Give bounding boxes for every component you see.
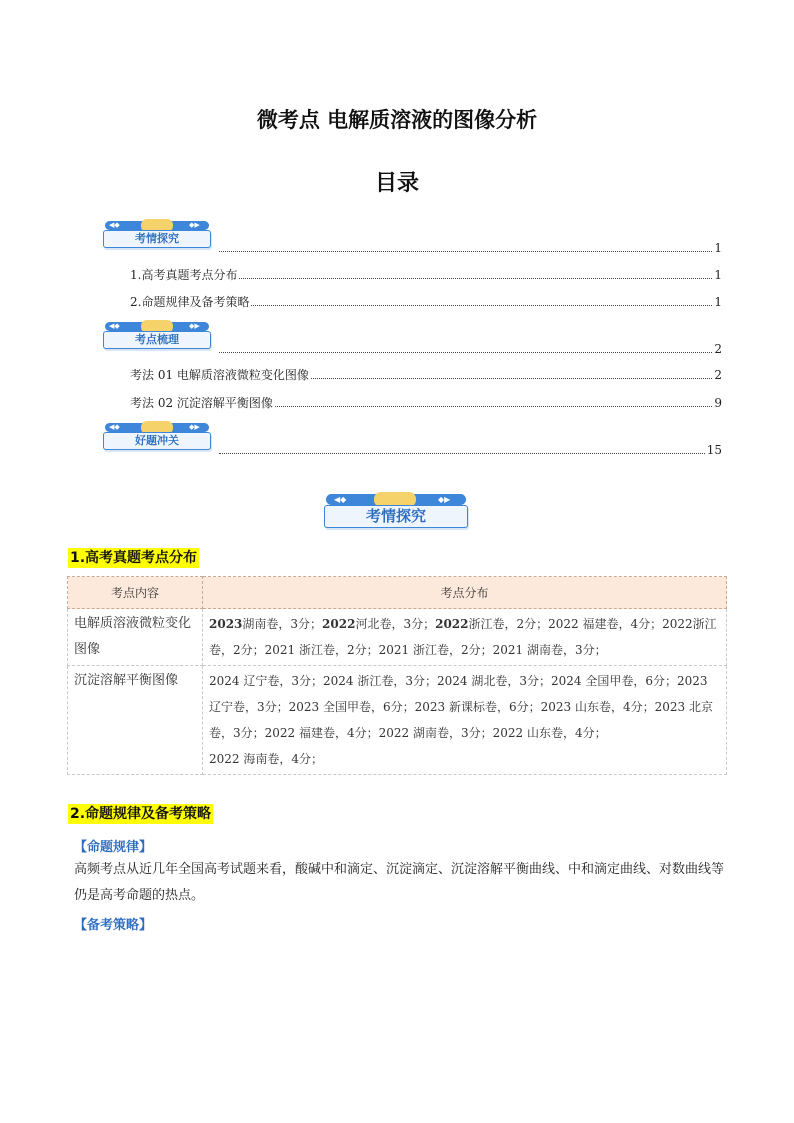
toc-item-label: 2.命题规律及备考策略 <box>130 295 250 309</box>
toc-badge-label: 考情探究 <box>103 230 211 248</box>
table-cell-topic: 电解质溶液微粒变化图像 <box>68 609 203 666</box>
table-cell-distribution: 2024 辽宁卷，3分；2024 浙江卷，3分；2024 湖北卷，3分；2024 全国甲卷，6分；2023 辽宁卷，3分；2023 全国甲卷，6分；2023 新课标卷，6分；2023 山东卷，4分；2023 北京卷，3分；2022 福建卷，4分；2022 湖南卷，3分；2022 山东卷，4分； 2022 海南卷，4分； <box>203 666 727 775</box>
table-header-cell: 考点内容 <box>68 577 203 609</box>
arrow-icon: ◆▶ <box>189 221 200 229</box>
toc-badge-practice[interactable] <box>103 421 213 453</box>
document-title: 微考点 电解质溶液的图像分析 <box>256 108 538 132</box>
table-cell-distribution: 2023湖南卷，3分；2022河北卷，3分；2022浙江卷，2分；2022 福建卷，4分；2022浙江卷，2分；2021 浙江卷，2分；2021 浙江卷，2分；2021 湖南卷，3分； <box>203 609 727 666</box>
arrow-icon: ◀◆ <box>109 221 120 229</box>
toc-page-number: 2 <box>714 368 722 382</box>
section-banner <box>324 492 470 532</box>
toc-entry-item2[interactable] <box>130 295 722 309</box>
toc-entry-section1[interactable] <box>217 241 722 255</box>
toc-title: 目录 <box>374 171 419 196</box>
exam-distribution-table <box>67 576 727 775</box>
toc-page-number: 15 <box>706 443 722 457</box>
toc-badge-exam-analysis[interactable] <box>103 219 213 251</box>
toc-entry-item3[interactable] <box>130 368 722 382</box>
toc-entry-item1[interactable] <box>130 268 722 282</box>
toc-page-number: 9 <box>714 396 722 410</box>
arrow-icon: ◀◆ <box>334 495 347 504</box>
table-row <box>68 666 727 775</box>
heading-exam-distribution: 1.高考真题考点分布 <box>70 550 198 566</box>
toc-item-label: 1.高考真题考点分布 <box>130 268 238 282</box>
toc-badge-label: 考点梳理 <box>103 331 211 349</box>
toc-entry-section2[interactable] <box>217 342 722 356</box>
section-banner-label: 考情探究 <box>324 505 468 528</box>
heading-rules-strategy: 2.命题规律及备考策略 <box>70 806 212 822</box>
toc-badge-key-points[interactable] <box>103 320 213 352</box>
arrow-icon: ◆▶ <box>438 495 451 504</box>
label-rules: 【命题规律】 <box>74 840 153 855</box>
toc-badge-label: 好题冲关 <box>103 432 211 450</box>
toc-page-number: 1 <box>714 295 722 309</box>
table-header-row <box>68 577 727 609</box>
toc-entry-section3[interactable] <box>217 443 722 457</box>
toc-page-number: 1 <box>714 241 722 255</box>
toc-item-label: 考法 01 电解质溶液微粒变化图像 <box>130 368 309 382</box>
arrow-icon: ◆▶ <box>189 322 200 330</box>
arrow-icon: ◀◆ <box>109 423 120 431</box>
toc-item-label: 考法 02 沉淀溶解平衡图像 <box>130 396 273 410</box>
toc-page-number: 1 <box>714 268 722 282</box>
paragraph-rules: 高频考点从近几年全国高考试题来看，酸碱中和滴定、沉淀滴定、沉淀溶解平衡曲线、中和滴定曲线、对数曲线等仍是高考命题的热点。 <box>74 862 725 903</box>
table-header-cell: 考点分布 <box>203 577 727 609</box>
toc-entry-item4[interactable] <box>130 396 722 410</box>
label-strategy: 【备考策略】 <box>74 918 153 933</box>
arrow-icon: ◆▶ <box>189 423 200 431</box>
table-row <box>68 609 727 666</box>
arrow-icon: ◀◆ <box>109 322 120 330</box>
toc-page-number: 2 <box>714 342 722 356</box>
table-cell-topic: 沉淀溶解平衡图像 <box>68 666 203 775</box>
